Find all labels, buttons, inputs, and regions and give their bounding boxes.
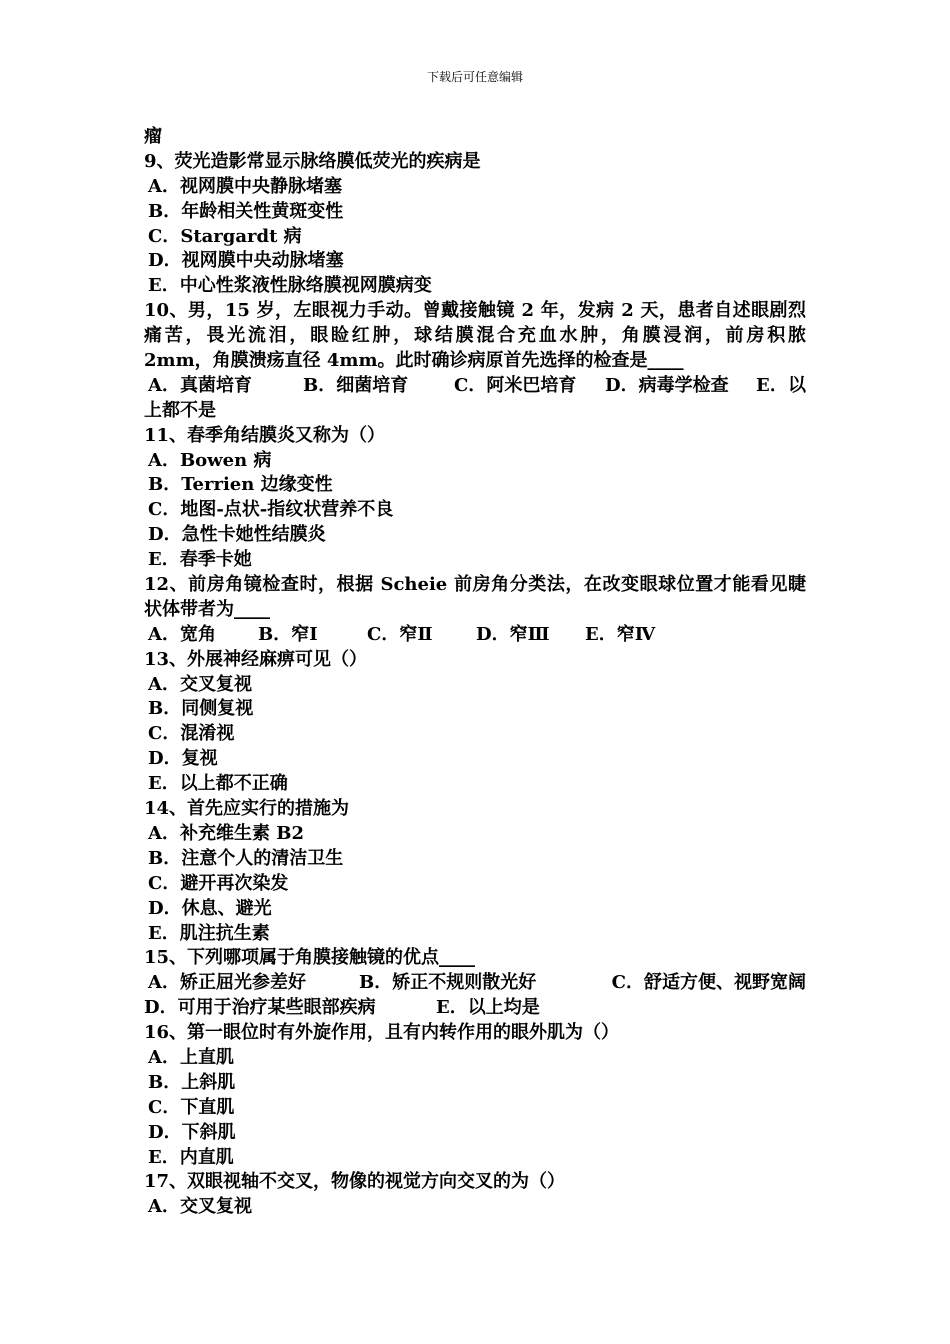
q14-option-d: D．休息、避光	[148, 897, 272, 919]
q15-options-row-1	[144, 971, 806, 996]
q11-option-d: D．急性卡她性结膜炎	[148, 524, 326, 546]
q15-option-e: E．以上均是	[436, 997, 540, 1019]
q15-option-a: A．矫正屈光参差好	[148, 972, 306, 994]
q9-option-d: D．视网膜中央动脉堵塞	[148, 250, 344, 272]
q10-option-e: E．以	[756, 374, 806, 396]
q16-option-d: D．下斜肌	[148, 1121, 236, 1143]
q12-option-e: E．窄Ⅳ	[585, 623, 656, 645]
q10-option-d: D．病毒学检查	[605, 374, 729, 396]
question-13-stem: 13、外展神经麻痹可见（）	[144, 648, 368, 670]
q16-option-b: B．上斜肌	[148, 1071, 236, 1093]
q15-options-row-2	[144, 996, 806, 1021]
question-16-stem: 16、第一眼位时有外旋作用，且有内转作用的眼外肌为（）	[144, 1022, 620, 1044]
q12-option-c: C．窄Ⅱ	[367, 623, 433, 645]
question-12-stem-line-2: 状体带者为____	[144, 598, 270, 620]
q11-option-b: B．Terrien 边缘变性	[148, 474, 333, 496]
q11-option-c: C．地图-点状-指纹状营养不良	[148, 499, 394, 521]
q17-option-a: A．交叉复视	[148, 1196, 252, 1218]
q11-option-a: A．Bowen 病	[148, 449, 272, 471]
question-12-stem-line-1: 12、前房角镜检查时，根据 Scheie 前房角分类法，在改变眼球位置才能看见睫	[144, 574, 806, 596]
q9-option-c: C．Stargardt 病	[148, 225, 302, 247]
q13-option-d: D．复视	[148, 748, 218, 770]
question-14-stem: 14、首先应实行的措施为	[144, 798, 350, 820]
q14-option-b: B．注意个人的清洁卫生	[148, 847, 344, 869]
q12-option-a: A．宽角	[148, 623, 216, 645]
question-15-stem: 15、下列哪项属于角膜接触镜的优点____	[144, 947, 476, 969]
q9-option-e: E．中心性浆液性脉络膜视网膜病变	[148, 275, 432, 297]
q9-option-a: A．视网膜中央静脉堵塞	[148, 175, 342, 197]
document-body	[144, 125, 806, 1220]
q10-option-c: C．阿米巴培育	[454, 374, 577, 396]
q14-option-c: C．避开再次染发	[148, 872, 289, 894]
q16-option-a: A．上直肌	[148, 1046, 234, 1068]
q12-option-b: B．窄Ⅰ	[258, 623, 318, 645]
q10-option-e-continued: 上都不是	[144, 399, 216, 421]
question-10-stem-line-3: 2mm，角膜溃疡直径 4mm。此时确诊病原首先选择的检查是____	[144, 350, 684, 372]
q12-options-row	[144, 623, 806, 648]
carry-over-text: 瘤	[144, 126, 162, 147]
q9-option-b: B．年龄相关性黄斑变性	[148, 200, 344, 222]
q13-option-b: B．同侧复视	[148, 698, 254, 720]
q10-options-row	[144, 374, 806, 399]
q10-option-a: A．真菌培育	[148, 374, 252, 396]
q15-option-b: B．矫正不规则散光好	[359, 972, 537, 994]
q13-option-c: C．混淆视	[148, 723, 235, 745]
question-10-stem-line-2: 痛苦，畏光流泪，眼睑红肿，球结膜混合充血水肿，角膜浸润，前房积脓	[144, 325, 806, 347]
q11-option-e: E．春季卡她	[148, 549, 252, 571]
q16-option-e: E．内直肌	[148, 1146, 234, 1168]
q14-option-a: A．补充维生素 B2	[148, 822, 304, 844]
q14-option-e: E．肌注抗生素	[148, 922, 270, 944]
q13-option-a: A．交叉复视	[148, 673, 252, 695]
question-17-stem: 17、双眼视轴不交叉，物像的视觉方向交叉的为（）	[144, 1171, 566, 1193]
q12-option-d: D．窄Ⅲ	[476, 623, 550, 645]
q15-option-d: D．可用于治疗某些眼部疾病	[144, 997, 376, 1019]
q10-option-b: B．细菌培育	[303, 374, 409, 396]
page-header: 下载后可任意编辑	[426, 70, 523, 84]
question-11-stem: 11、春季角结膜炎又称为（）	[144, 424, 386, 446]
question-9-stem: 9、荧光造影常显示脉络膜低荧光的疾病是	[144, 150, 481, 172]
q13-option-e: E．以上都不正确	[148, 773, 288, 795]
q15-option-c: C．舒适方便、视野宽阔	[611, 972, 806, 994]
q16-option-c: C．下直肌	[148, 1096, 235, 1118]
question-10-stem-line-1: 10、男，15 岁，左眼视力手动。曾戴接触镜 2 年，发病 2 天，患者自述眼剧烈	[144, 300, 806, 322]
